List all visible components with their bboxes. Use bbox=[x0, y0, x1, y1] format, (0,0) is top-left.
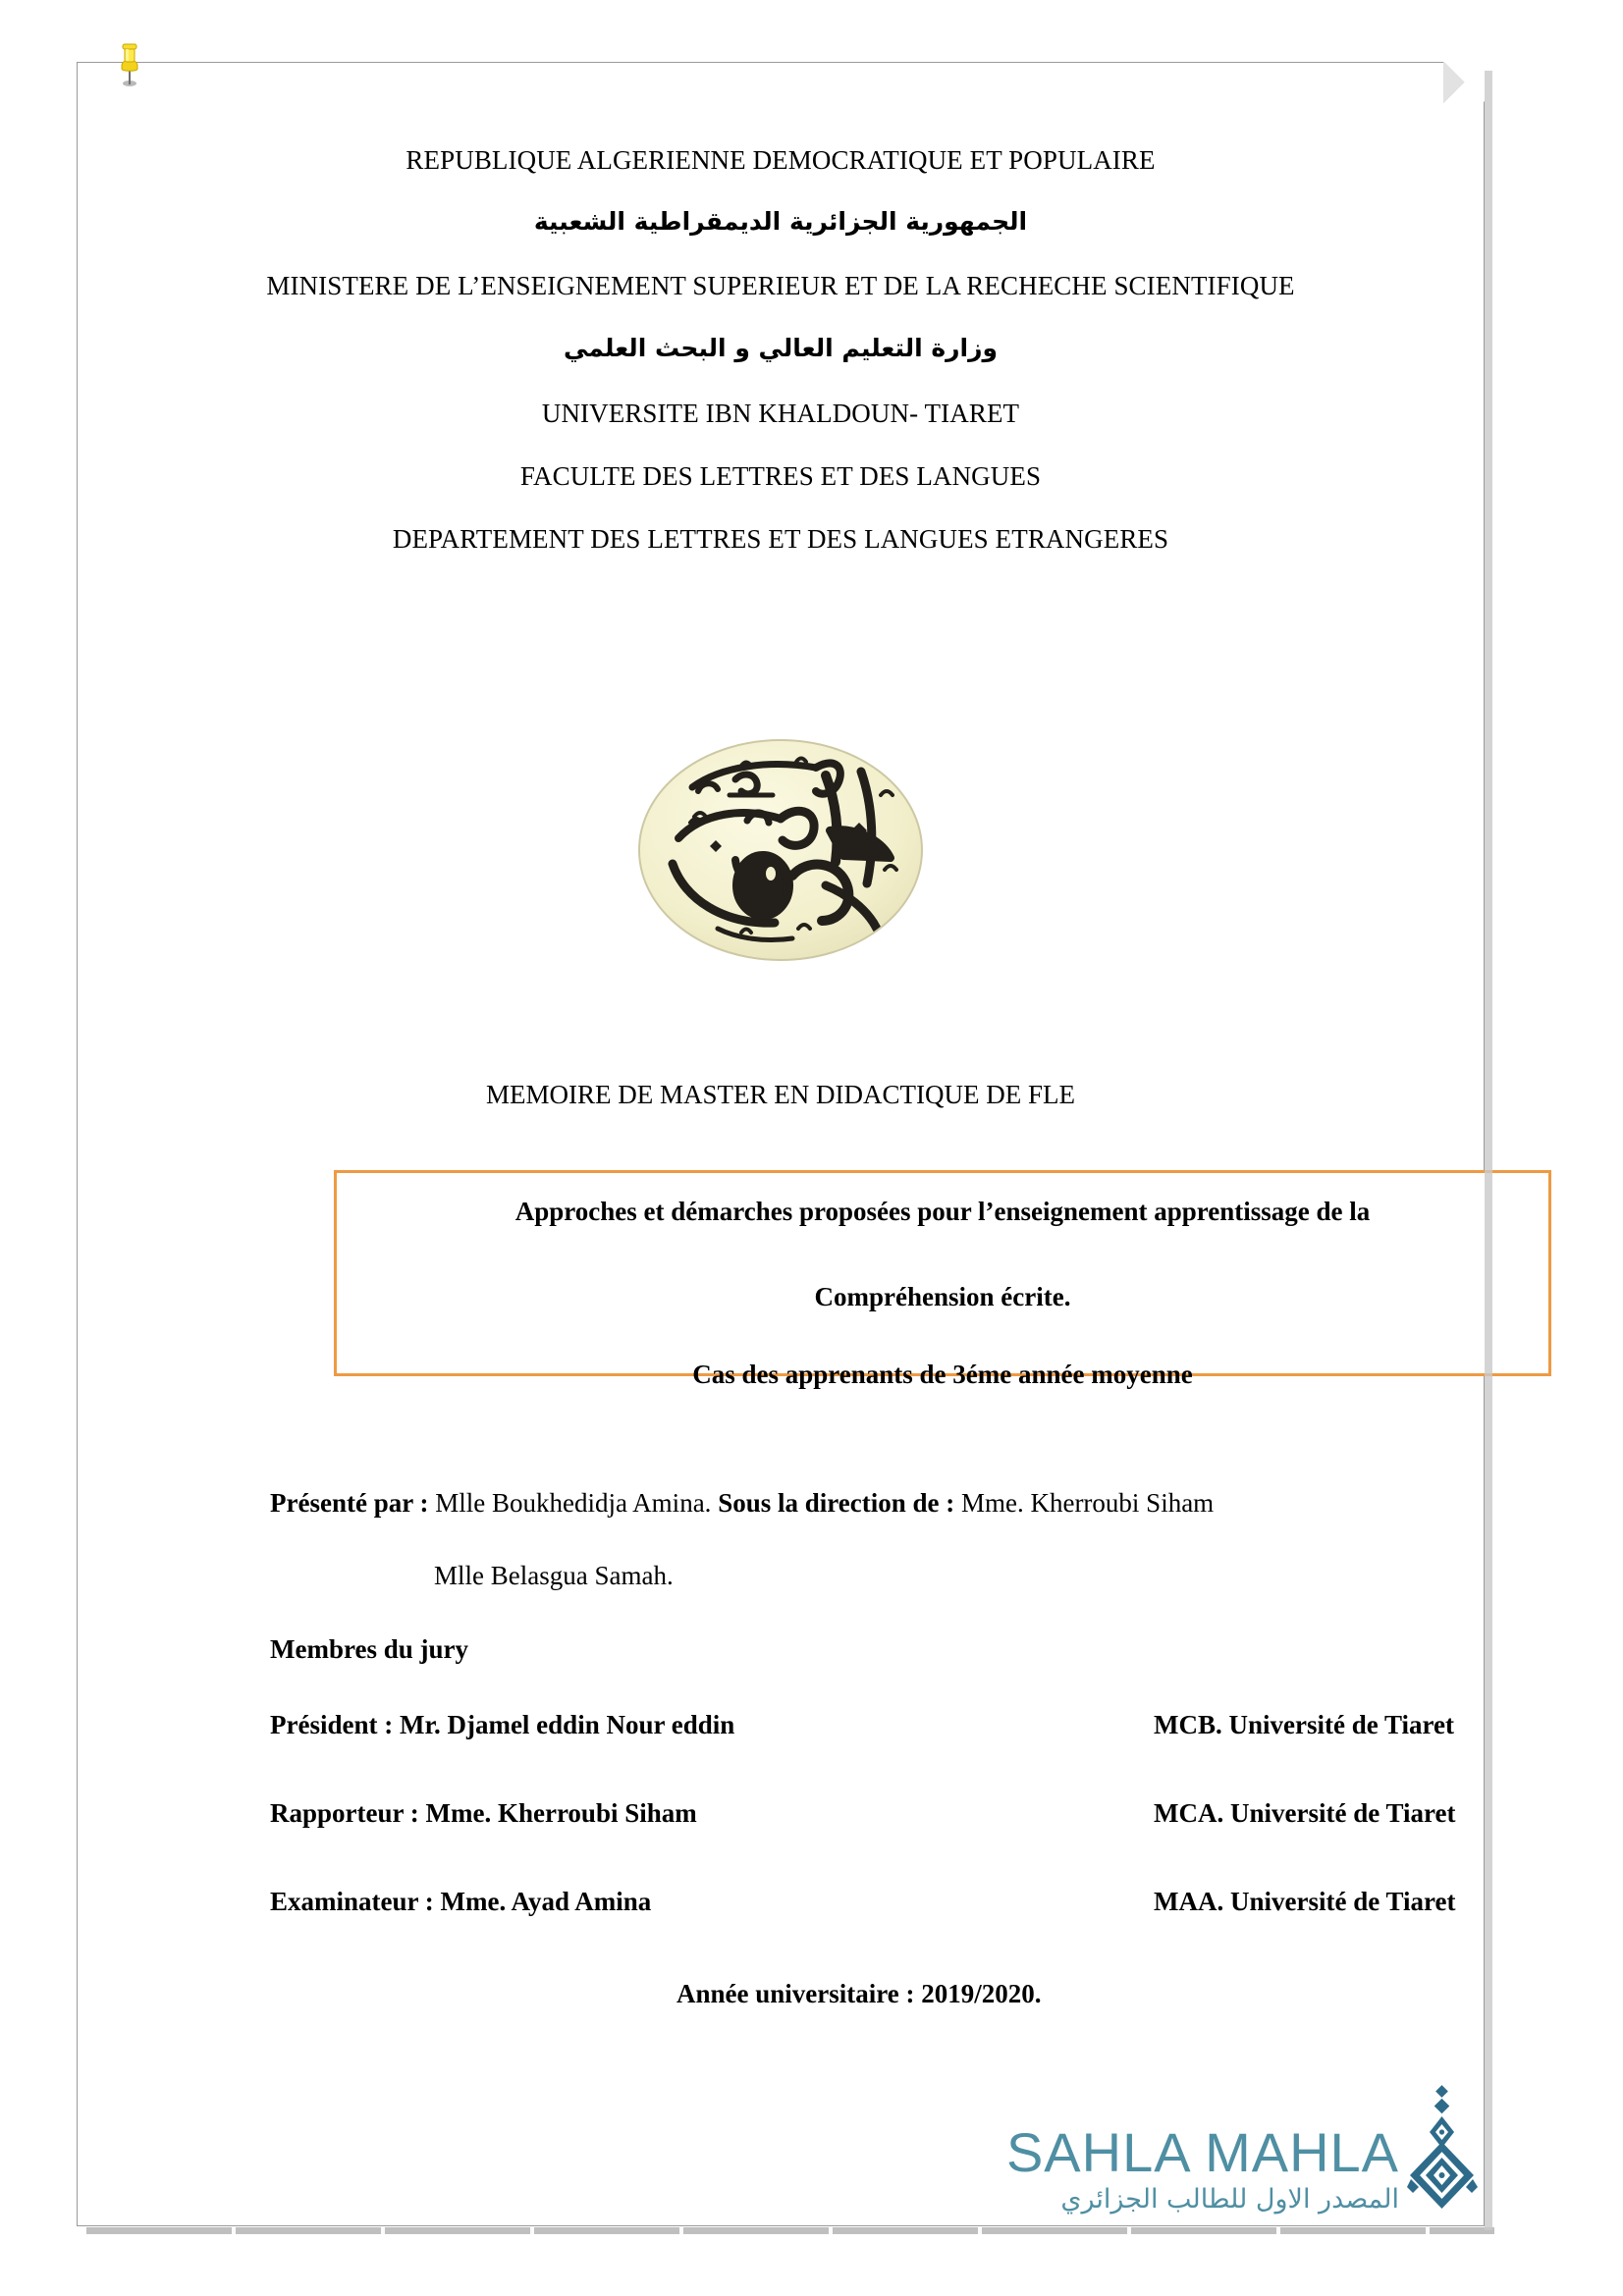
co-author-line: Mlle Belasgua Samah. bbox=[434, 1561, 674, 1590]
page-bottom-shadow bbox=[86, 2227, 1494, 2234]
amazigh-diamond-ornament-icon bbox=[1405, 2085, 1478, 2216]
jury-member-affiliation: MAA. Université de Tiaret bbox=[1154, 1887, 1456, 1916]
header-line-republic-fr: REPUBLIQUE ALGERIENNE DEMOCRATIQUE ET POPULAIRE bbox=[406, 145, 1156, 175]
supervisor-label: Sous la direction de : bbox=[718, 1488, 955, 1518]
presented-by-label: Présenté par : bbox=[270, 1488, 429, 1518]
supervisor-value: Mme. Kherroubi Siham bbox=[954, 1488, 1215, 1518]
thesis-title-line-1: Approches et démarches proposées pour l’enseignement apprentissage de la bbox=[514, 1197, 1371, 1226]
diploma-type-line: MEMOIRE DE MASTER EN DIDACTIQUE DE FLE bbox=[486, 1080, 1075, 1109]
header-line-faculty: FACULTE DES LETTRES ET DES LANGUES bbox=[519, 461, 1042, 491]
jury-member-role: Rapporteur : Mme. Kherroubi Siham bbox=[270, 1798, 697, 1828]
header-line-department: DEPARTEMENT DES LETTRES ET DES LANGUES ETRANGERES bbox=[392, 524, 1169, 554]
thesis-title-line-3: Cas des apprenants de 3éme année moyenne bbox=[692, 1360, 1193, 1389]
thesis-title-box bbox=[334, 1170, 1551, 1389]
jury-member-affiliation: MCB. Université de Tiaret bbox=[1154, 1710, 1454, 1739]
header-line-university: UNIVERSITE IBN KHALDOUN- TIARET bbox=[541, 399, 1020, 428]
university-seal-icon bbox=[633, 736, 928, 969]
sahla-mahla-watermark bbox=[1006, 2085, 1478, 2217]
jury-member-role: Président : Mr. Djamel eddin Nour eddin bbox=[270, 1710, 735, 1739]
jury-heading: Membres du jury bbox=[270, 1634, 468, 1664]
header-line-republic-ar: الجمهورية الجزائرية الديمقراطية الشعبية bbox=[533, 207, 1028, 236]
cover-page-content bbox=[78, 63, 1484, 2225]
page-right-shadow bbox=[1485, 71, 1492, 2230]
university-seal-wrapper bbox=[78, 736, 1484, 969]
watermark-text bbox=[1005, 2120, 1399, 2217]
thesis-title-line-2: Compréhension écrite. bbox=[814, 1282, 1071, 1311]
academic-year-line: Année universitaire : 2019/2020. bbox=[676, 1979, 1042, 2008]
jury-member-affiliation: MCA. Université de Tiaret bbox=[1154, 1798, 1456, 1828]
watermark-title: SAHLA MAHLA bbox=[1005, 2120, 1399, 2183]
header-line-ministry-ar: وزارة التعليم العالي و البحث العلمي bbox=[563, 334, 999, 362]
jury-member-role: Examinateur : Mme. Ayad Amina bbox=[270, 1887, 652, 1916]
header-line-ministry-fr: MINISTERE DE L’ENSEIGNEMENT SUPERIEUR ET DE LA RECHECHE SCIENTIFIQUE bbox=[266, 271, 1295, 300]
presented-by-line bbox=[270, 1488, 1214, 1519]
document-page-sheet bbox=[77, 62, 1485, 2226]
watermark-subtitle: المصدر الاول للطالب الجزائري bbox=[1060, 2183, 1399, 2215]
presented-by-value: Mlle Boukhedidja Amina. bbox=[428, 1488, 719, 1518]
